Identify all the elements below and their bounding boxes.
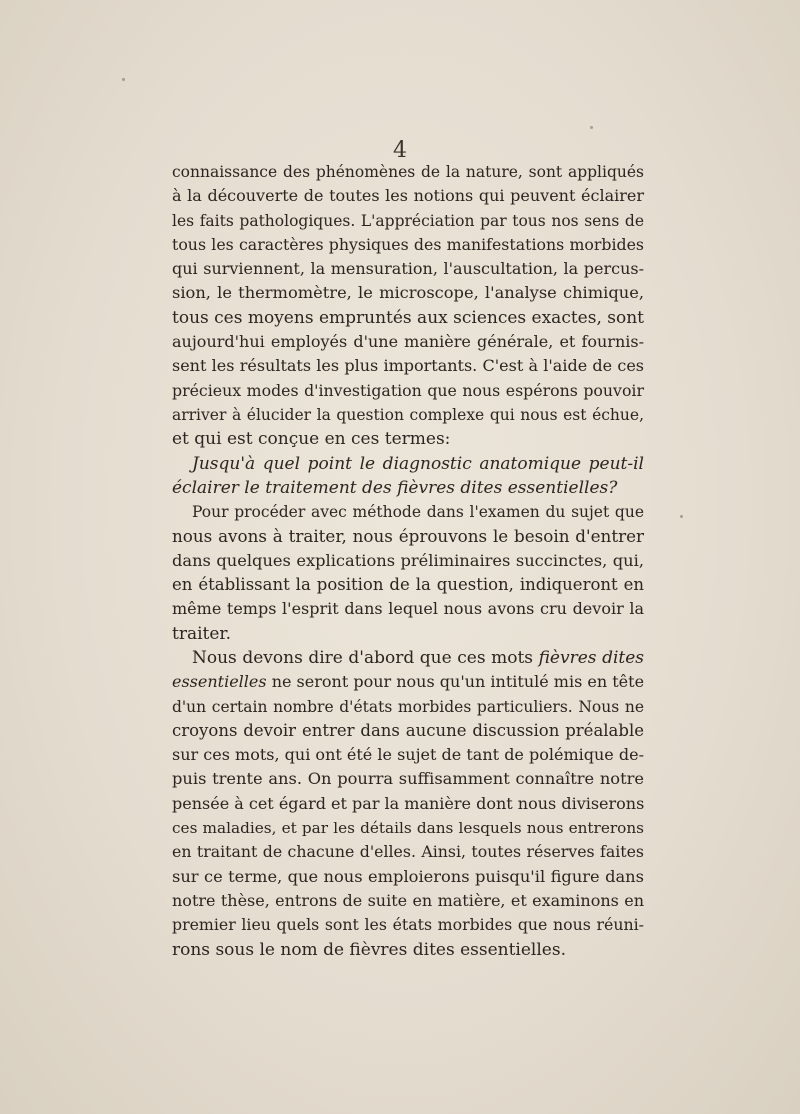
paper-speck (122, 78, 125, 81)
text-line: en établissant la position de la question, indiqueront en (172, 575, 644, 595)
text-line: croyons devoir entrer dans aucune discussion préalable (172, 720, 644, 740)
text-line: tous les caractères physiques des manifestations morbides (172, 234, 644, 254)
question-line: éclairer le traitement des fièvres dites essentielles? (172, 477, 618, 498)
italic-term: essentielles (172, 672, 267, 692)
text-line: à la découverte de toutes les notions qui peuvent éclairer (172, 186, 644, 206)
text-line: nous avons à traiter, nous éprouvons le besoin d'entrer (172, 526, 644, 547)
text-line (172, 670, 644, 694)
text-line: en traitant de chacune d'elles. Ainsi, toutes réserves faites (172, 842, 644, 862)
text-line: sent les résultats les plus importants. C'est à l'aide de ces (172, 356, 644, 376)
text-line: et qui est conçue en ces termes: (172, 429, 451, 450)
text-segment: Nous devons dire d'abord que ces mots (192, 647, 534, 668)
text-line: premier lieu quels sont les états morbides que nous réuni- (172, 915, 644, 935)
question-line: Jusqu'à quel point le diagnostic anatomique peut-il (192, 453, 644, 474)
text-line: sur ce terme, que nous emploierons puisqu'il figure dans (172, 866, 644, 886)
text-segment: ne seront pour nous qu'un intitulé mis en tête (271, 672, 645, 692)
text-line (172, 646, 644, 670)
text-line: puis trente ans. On pourra suffisamment connaître notre (172, 769, 644, 789)
italic-term: fièvres dites (538, 647, 645, 668)
text-line: pensée à cet égard et par la manière dont nous diviserons (172, 793, 645, 813)
page-number: 4 (393, 138, 407, 163)
text-line: précieux modes d'investigation que nous espérons pouvoir (172, 380, 644, 400)
text-line: Pour procéder avec méthode dans l'examen du sujet que (192, 503, 644, 522)
text-line: traiter. (172, 623, 232, 644)
text-line: arriver à élucider la question complexe qui nous est échue, (172, 405, 644, 424)
paper-speck (590, 126, 593, 129)
text-line: rons sous le nom de fièvres dites essentielles. (172, 939, 566, 960)
text-line: connaissance des phénomènes de la nature, sont appliqués (172, 163, 644, 181)
text-line: d'un certain nombre d'états morbides particuliers. Nous ne (172, 697, 644, 716)
text-line: qui surviennent, la mensuration, l'auscultation, la percus- (172, 259, 644, 279)
body-text (172, 160, 644, 962)
text-line: tous ces moyens empruntés aux sciences exactes, sont (172, 307, 644, 328)
text-line: sion, le thermomètre, le microscope, l'analyse chimique, (172, 283, 644, 303)
text-line: ces maladies, et par les détails dans lesquels nous entrerons (172, 819, 644, 838)
text-line: même temps l'esprit dans lequel nous avons cru devoir la (172, 599, 644, 619)
paper-speck (680, 515, 683, 518)
text-line: dans quelques explications préliminaires succinctes, qui, (172, 550, 644, 570)
text-line: aujourd'hui employés d'une manière générale, et fournis- (172, 332, 644, 352)
text-line: sur ces mots, qui ont été le sujet de tant de polémique de- (172, 745, 644, 765)
text-line: les faits pathologiques. L'appréciation par tous nos sens de (172, 211, 644, 230)
text-line: notre thèse, entrons de suite en matière, et examinons en (172, 890, 644, 910)
